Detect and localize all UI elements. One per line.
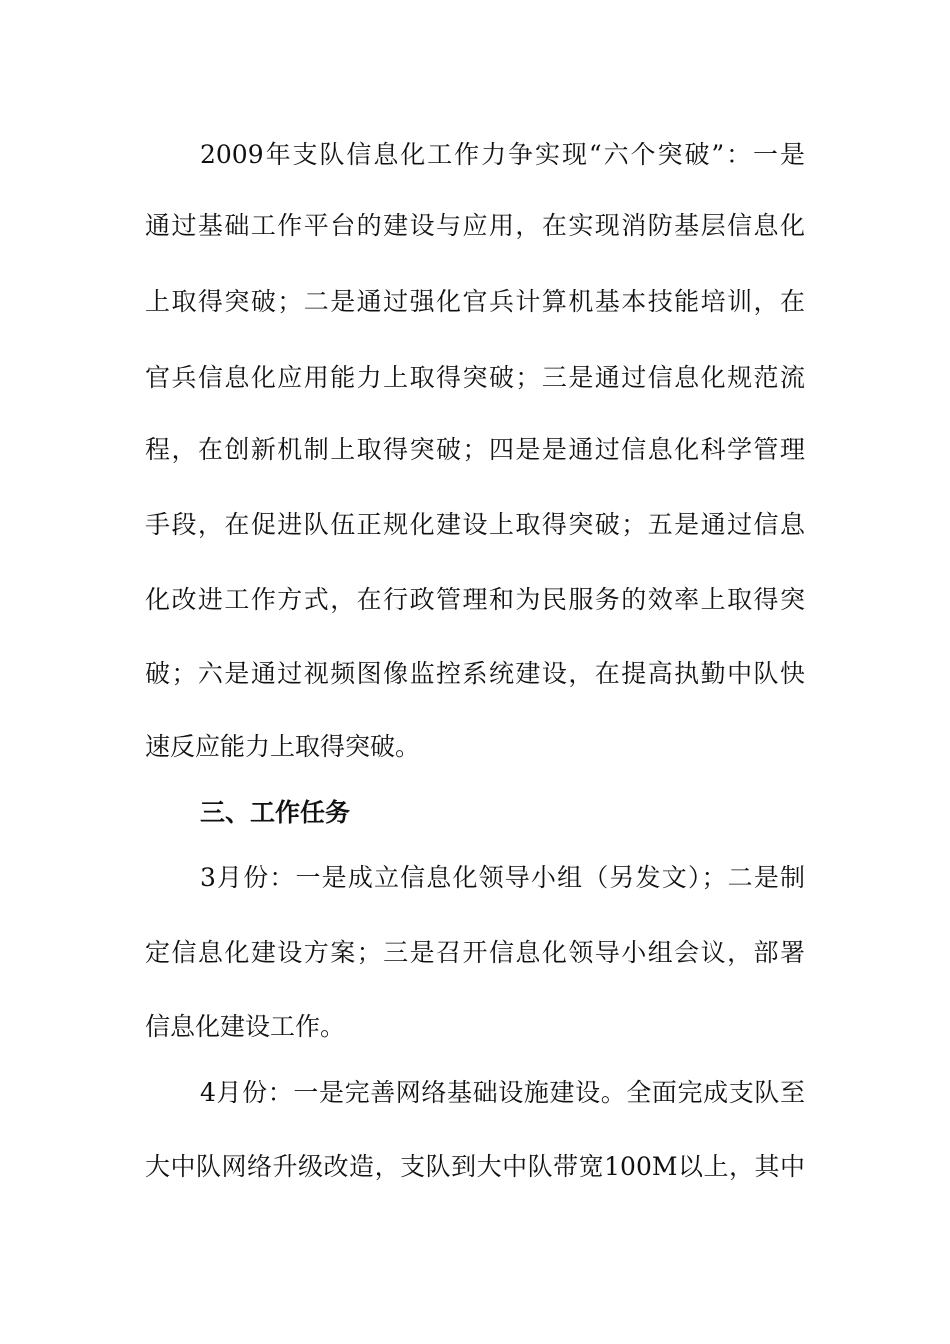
section-heading: 三、工作任务 xyxy=(200,798,351,827)
paragraph-1-line-4: 官兵信息化应用能力上取得突破；三是通过信息化规范流 xyxy=(145,363,805,392)
paragraph-1-line-2: 通过基础工作平台的建设与应用，在实现消防基层信息化 xyxy=(145,211,805,240)
paragraph-3-line-1: 4月份：一是完善网络基础设施建设。全面完成支队至 xyxy=(200,1078,805,1107)
paragraph-1-line-7: 化改进工作方式，在行政管理和为民服务的效率上取得突 xyxy=(145,585,805,614)
paragraph-1-line-8: 破；六是通过视频图像监控系统建设，在提高执勤中队快 xyxy=(145,659,805,688)
paragraph-1-line-9: 速反应能力上取得突破。 xyxy=(145,732,421,761)
paragraph-3-line-2: 大中队网络升级改造，支队到大中队带宽100M以上，其中 xyxy=(145,1152,805,1181)
paragraph-1-line-5: 程，在创新机制上取得突破；四是是通过信息化科学管理 xyxy=(145,435,805,464)
paragraph-2-line-2: 定信息化建设方案；三是召开信息化领导小组会议，部署 xyxy=(145,938,805,967)
paragraph-2-line-1: 3月份：一是成立信息化领导小组（另发文）；二是制 xyxy=(200,863,805,892)
paragraph-1-line-6: 手段，在促进队伍正规化建设上取得突破；五是通过信息 xyxy=(145,510,805,539)
paragraph-2-line-3: 信息化建设工作。 xyxy=(145,1012,346,1041)
paragraph-1-line-1: 2009年支队信息化工作力争实现“六个突破”：一是 xyxy=(200,140,805,169)
paragraph-1-line-3: 上取得突破；二是通过强化官兵计算机基本技能培训，在 xyxy=(145,287,805,316)
